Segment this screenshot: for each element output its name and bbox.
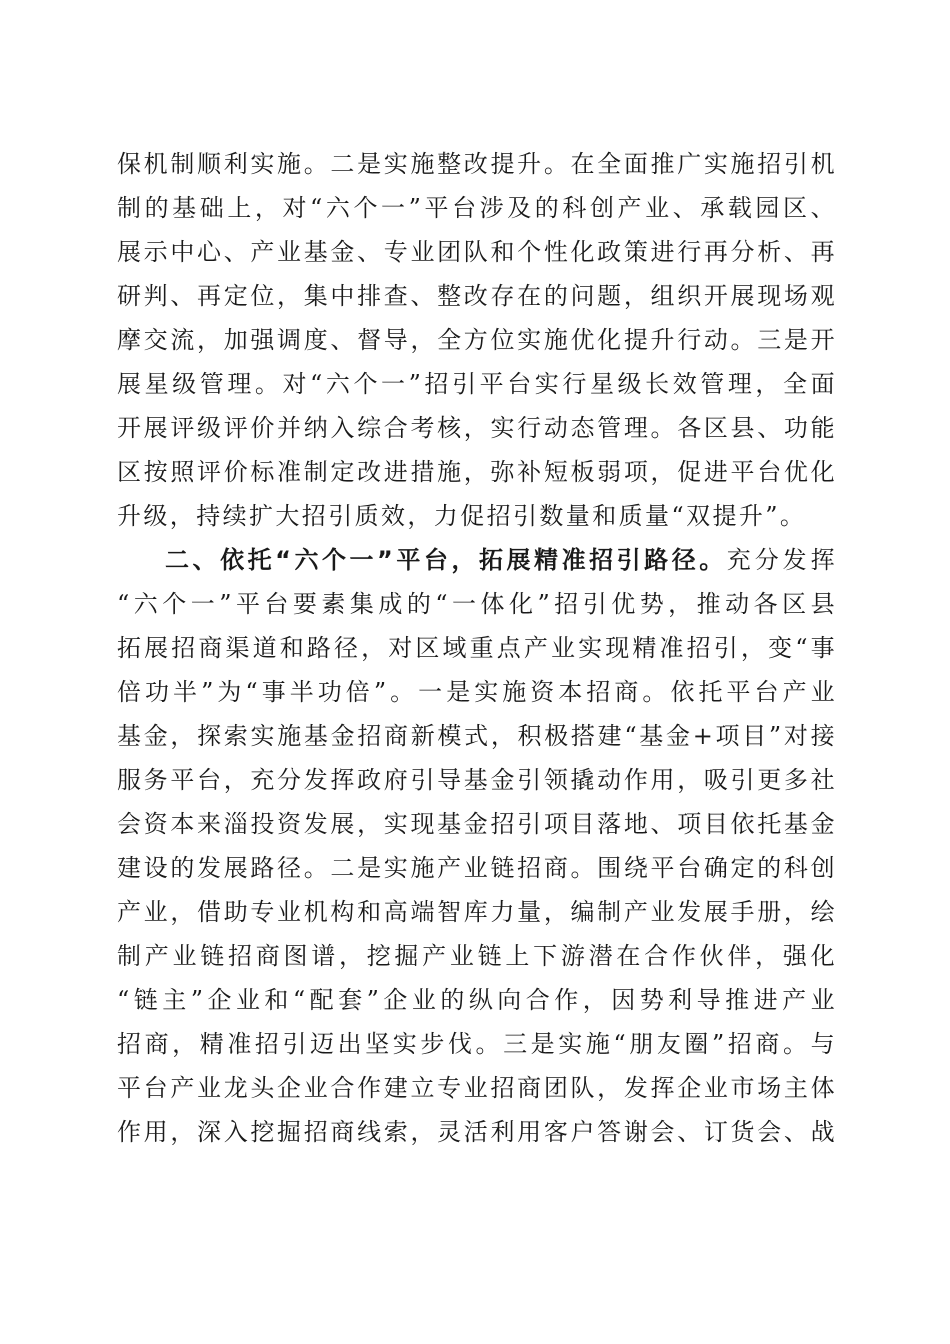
body-line: 展示中心、产业基金、专业团队和个性化政策进行再分析、再 — [117, 238, 837, 266]
body-line: 拓展招商渠道和路径，对区域重点产业实现精准招引，变“事 — [117, 634, 837, 662]
document-body — [117, 142, 837, 1154]
body-line: 制产业链招商图谱，挖掘产业链上下游潜在合作伙伴，强化 — [117, 942, 837, 970]
section-heading: 二、依托“六个一”平台，拓展精准招引路径。 — [165, 546, 727, 574]
body-line: “链主”企业和“配套”企业的纵向合作，因势利导推进产业 — [117, 986, 837, 1014]
body-line: “六个一”平台要素集成的“一体化”招引优势，推动各区县 — [117, 590, 837, 618]
body-line: 建设的发展路径。二是实施产业链招商。围绕平台确定的科创 — [117, 854, 837, 882]
body-line: 区按照评价标准制定改进措施，弥补短板弱项，促进平台优化 — [117, 458, 837, 486]
body-line: 会资本来淄投资发展，实现基金招引项目落地、项目依托基金 — [117, 810, 837, 838]
body-line: 倍功半”为“事半功倍”。一是实施资本招商。依托平台产业 — [117, 678, 837, 706]
body-line: 产业，借助专业机构和高端智库力量，编制产业发展手册，绘 — [117, 898, 837, 926]
body-line: 制的基础上，对“六个一”平台涉及的科创产业、承载园区、 — [117, 194, 837, 222]
body-line: 基金，探索实施基金招商新模式，积极搭建“基金+项目”对接 — [117, 722, 837, 750]
body-line: 展星级管理。对“六个一”招引平台实行星级长效管理，全面 — [117, 370, 837, 398]
body-line: 服务平台，充分发挥政府引导基金引领撬动作用，吸引更多社 — [117, 766, 837, 794]
body-line: 作用，深入挖掘招商线索，灵活利用客户答谢会、订货会、战 — [117, 1118, 837, 1146]
section-heading-line — [117, 538, 837, 582]
body-text: 充分发挥 — [726, 546, 838, 574]
body-line: 摩交流，加强调度、督导，全方位实施优化提升行动。三是开 — [117, 326, 837, 354]
body-line: 升级，持续扩大招引质效，力促招引数量和质量“双提升”。 — [117, 502, 807, 530]
body-line: 开展评级评价并纳入综合考核，实行动态管理。各区县、功能 — [117, 414, 837, 442]
body-line: 招商，精准招引迈出坚实步伐。三是实施“朋友圈”招商。与 — [117, 1030, 837, 1058]
body-line: 平台产业龙头企业合作建立专业招商团队，发挥企业市场主体 — [117, 1074, 837, 1102]
body-line: 研判、再定位，集中排查、整改存在的问题，组织开展现场观 — [117, 282, 837, 310]
body-line: 保机制顺利实施。二是实施整改提升。在全面推广实施招引机 — [117, 150, 837, 178]
